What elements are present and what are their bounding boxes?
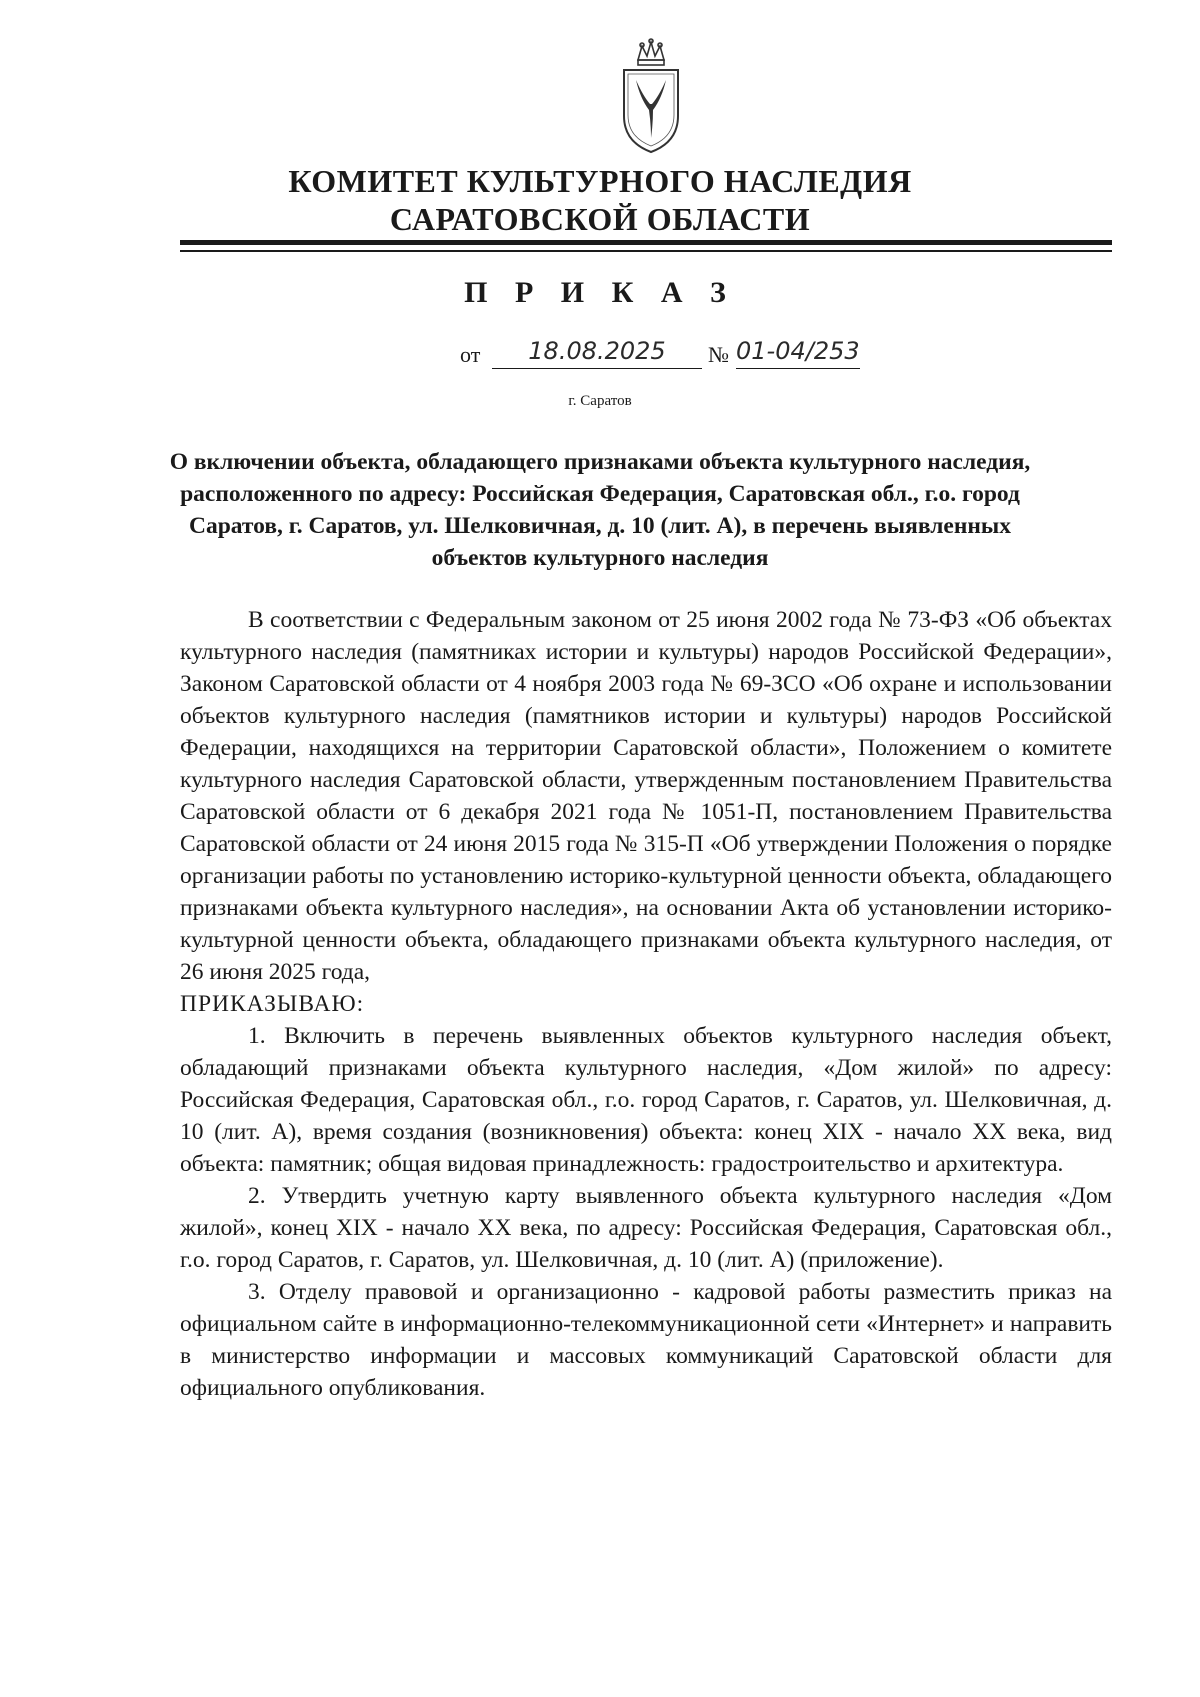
order-item-1: 1. Включить в перечень выявленных объектов культурного наследия объект, обладающий признаками объекта культурного наследия, «Дом жилой» по адресу: Российская Федерация, Саратовская обл., г.о. город Саратов, г. Саратов, ул. Шелковичная, д. 10 (лит. А), время создания (возникновения) объекта: конец XIX - начало XX века, вид объекта: памятник; общая видовая принадлежность: градостроительство и архитектура. xyxy=(180,1023,1112,1177)
document-type-title: П Р И К А З xyxy=(464,276,736,309)
committee-name-line-2: САРАТОВСКОЙ ОБЛАСТИ xyxy=(389,201,811,237)
order-item-2: 2. Утвердить учетную карту выявленного объекта культурного наследия «Дом жилой», конец XIX - начало XX века, по адресу: Российская Федерация, Саратовская обл., г.о. город Саратов, г. Саратов, ул. Шелковичная, д. 10 (лит. А) (приложение). xyxy=(180,1183,1112,1273)
order-word: ПРИКАЗЫВАЮ: xyxy=(180,991,365,1017)
coat-of-arms-icon xyxy=(616,38,686,158)
from-label: от xyxy=(460,342,481,367)
header-divider-thick xyxy=(180,240,1112,245)
city-label: г. Саратов xyxy=(568,393,632,409)
committee-name-line-1: КОМИТЕТ КУЛЬТУРНОГО НАСЛЕДИЯ xyxy=(288,163,912,199)
order-item-3: 3. Отделу правовой и организационно - кадровой работы разместить приказ на официальном сайте в информационно-телекоммуникационной сети «Интернет» и направить в министерство информации и массовых коммуникаций Саратовской области для официального опубликования. xyxy=(180,1279,1112,1401)
preamble-paragraph: В соответствии с Федеральным законом от 25 июня 2002 года № 73-ФЗ «Об объектах культурного наследия (памятниках истории и культуры) народов Российской Федерации», Законом Саратовской области от 4 ноября 2003 года № 69-ЗСО «Об охране и использовании объектов культурного наследия (памятников истории и культуры) народов Российской Федерации, находящихся на территории Саратовской области», Положением о комитете культурного наследия Саратовской области, утвержденным постановлением Правительства Саратовской области от 6 декабря 2021 года № 1051-П, постановлением Правительства Саратовской области от 24 июня 2015 года № 315-П «Об утверждении Положения о порядке организации работы по установлению историко-культурной ценности объекта, обладающего признаками объекта культурного наследия», на основании Акта об установлении историко-культурной ценности объекта, обладающего признаками объекта культурного наследия, от 26 июня 2025 года, xyxy=(180,607,1112,985)
handwritten-date: 18.08.2025 xyxy=(492,336,702,369)
handwritten-number: 01-04/253 xyxy=(736,336,860,369)
header-divider-thin xyxy=(180,250,1112,252)
number-label: № xyxy=(708,342,729,367)
document-subject: О включении объекта, обладающего признаками объекта культурного наследия, расположенного по адресу: Российская Федерация, Саратовская обл., г.о. город Саратов, г. Саратов, ул. Шелковичная, д. 10 (лит. А), в перечень выявленных объектов культурного наследия xyxy=(169,449,1031,571)
document-body xyxy=(180,604,1112,1404)
